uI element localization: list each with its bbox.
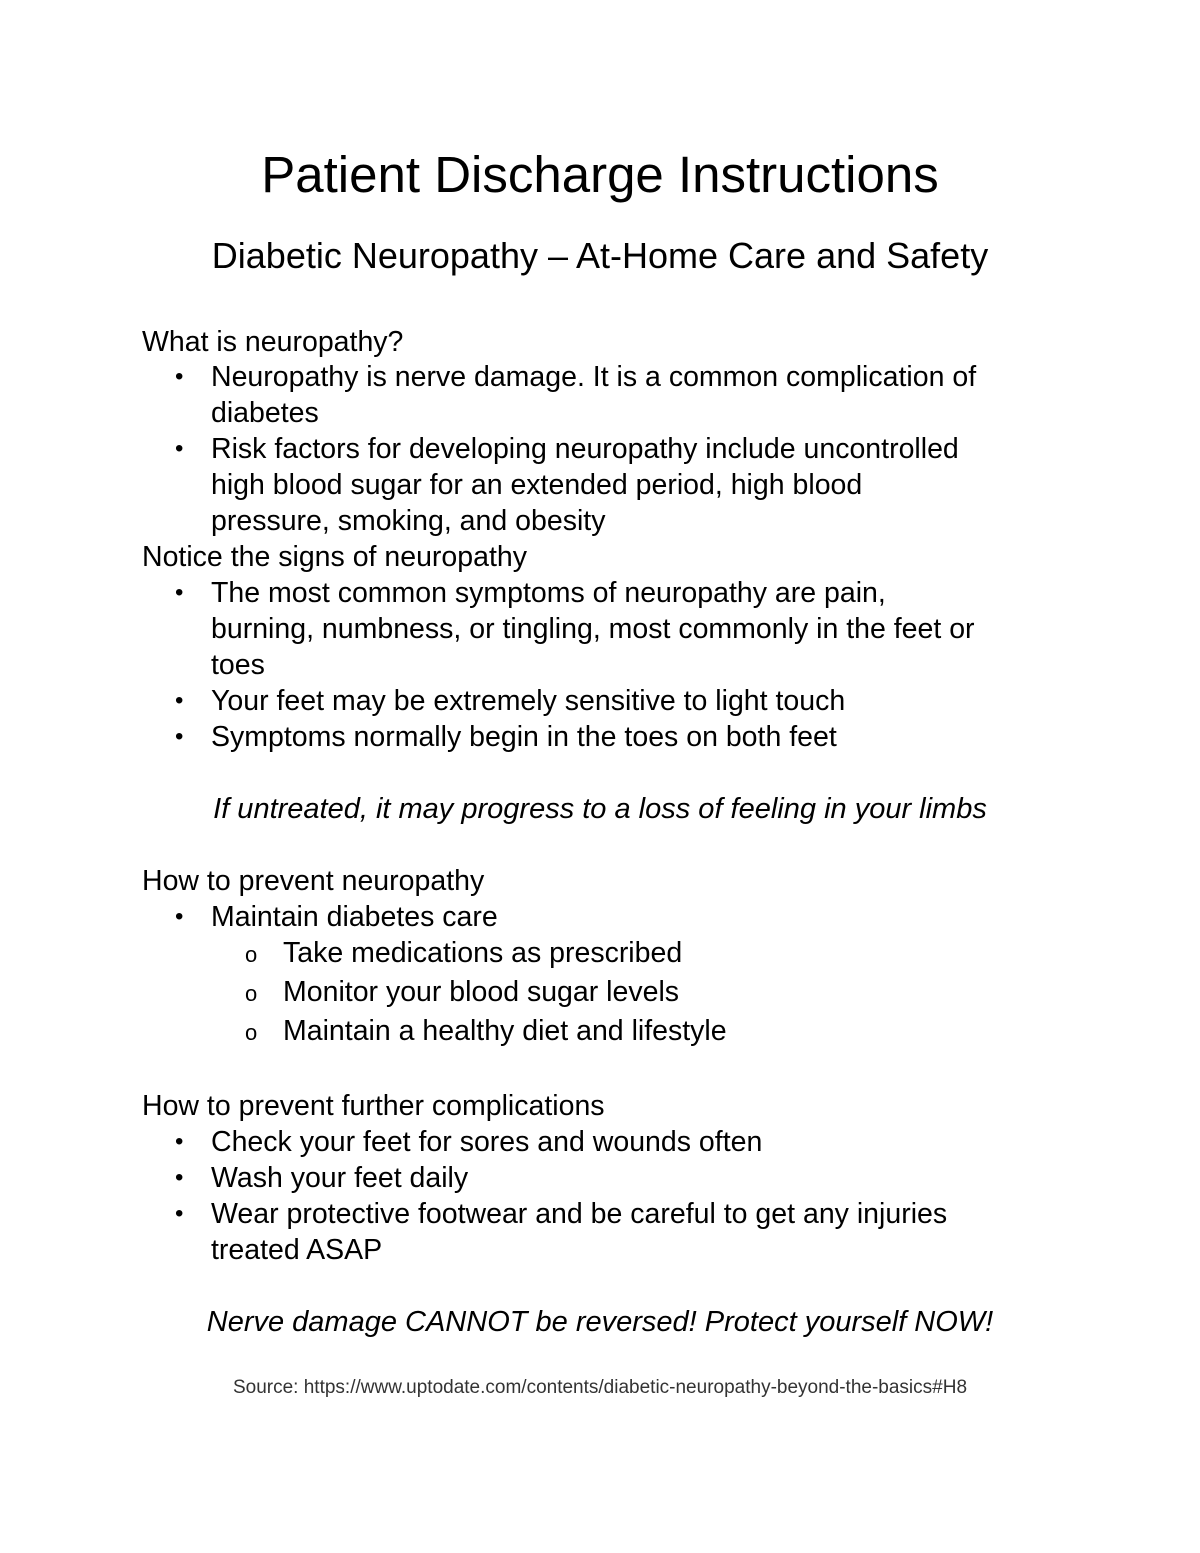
sub-list-item xyxy=(245,1013,727,1049)
sub-list-item-text: Take medications as prescribed xyxy=(283,937,683,969)
list-item xyxy=(175,899,498,935)
list-item-text: Neuropathy is nerve damage. It is a common complication of xyxy=(211,361,977,393)
bullet-icon: • xyxy=(175,723,184,750)
list-item xyxy=(175,1124,763,1160)
list-item xyxy=(175,1160,469,1196)
source-citation: Source: https://www.uptodate.com/contents/diabetic-neuropathy-beyond-the-basics#H8 xyxy=(232,1377,968,1398)
list-item-text: Wear protective footwear and be careful to get any injuries xyxy=(211,1198,948,1230)
list-item-text: Wash your feet daily xyxy=(211,1162,469,1194)
list-item-continuation: burning, numbness, or tingling, most commonly in the feet or xyxy=(211,613,975,645)
sub-list-item xyxy=(245,974,680,1010)
list-item-text: Maintain diabetes care xyxy=(211,901,498,933)
section-heading-what-is-neuropathy: What is neuropathy? xyxy=(142,326,404,358)
list-item-text: Check your feet for sores and wounds often xyxy=(211,1126,763,1158)
list-item-continuation: treated ASAP xyxy=(211,1234,383,1266)
section-heading-signs: Notice the signs of neuropathy xyxy=(142,541,527,573)
list-item xyxy=(175,431,959,467)
list-item-text: Your feet may be extremely sensitive to light touch xyxy=(211,685,846,717)
bullet-icon: • xyxy=(175,903,184,930)
circle-bullet-icon: o xyxy=(245,1020,258,1045)
sub-list-item-text: Monitor your blood sugar levels xyxy=(283,976,680,1008)
page-title: Patient Discharge Instructions xyxy=(261,146,939,203)
circle-bullet-icon: o xyxy=(245,981,258,1006)
list-item-text: The most common symptoms of neuropathy are pain, xyxy=(211,577,886,609)
bullet-icon: • xyxy=(175,1164,184,1191)
list-item-continuation: diabetes xyxy=(211,397,319,429)
bullet-icon: • xyxy=(175,687,184,714)
list-item xyxy=(175,683,846,719)
list-item-text: Risk factors for developing neuropathy include uncontrolled xyxy=(211,433,959,465)
list-item xyxy=(175,359,977,395)
list-item xyxy=(175,575,886,611)
list-item-continuation: toes xyxy=(211,649,265,681)
section-heading-complications: How to prevent further complications xyxy=(142,1090,605,1122)
bullet-icon: • xyxy=(175,1200,184,1227)
warning-note-irreversible: Nerve damage CANNOT be reversed! Protect yourself NOW! xyxy=(206,1306,994,1338)
list-item-continuation: pressure, smoking, and obesity xyxy=(211,505,606,537)
page-subtitle: Diabetic Neuropathy – At-Home Care and Safety xyxy=(211,235,989,276)
list-item xyxy=(175,719,837,755)
list-item-text: Symptoms normally begin in the toes on both feet xyxy=(211,721,837,753)
circle-bullet-icon: o xyxy=(245,942,258,967)
sub-list-item-text: Maintain a healthy diet and lifestyle xyxy=(283,1015,727,1047)
section-heading-prevent: How to prevent neuropathy xyxy=(142,865,485,897)
list-item-continuation: high blood sugar for an extended period, high blood xyxy=(211,469,863,501)
list-item xyxy=(175,1196,948,1232)
bullet-icon: • xyxy=(175,435,184,462)
bullet-icon: • xyxy=(175,579,184,606)
warning-note-untreated: If untreated, it may progress to a loss of feeling in your limbs xyxy=(213,793,987,825)
bullet-icon: • xyxy=(175,1128,184,1155)
bullet-icon: • xyxy=(175,363,184,390)
sub-list-item xyxy=(245,935,683,971)
